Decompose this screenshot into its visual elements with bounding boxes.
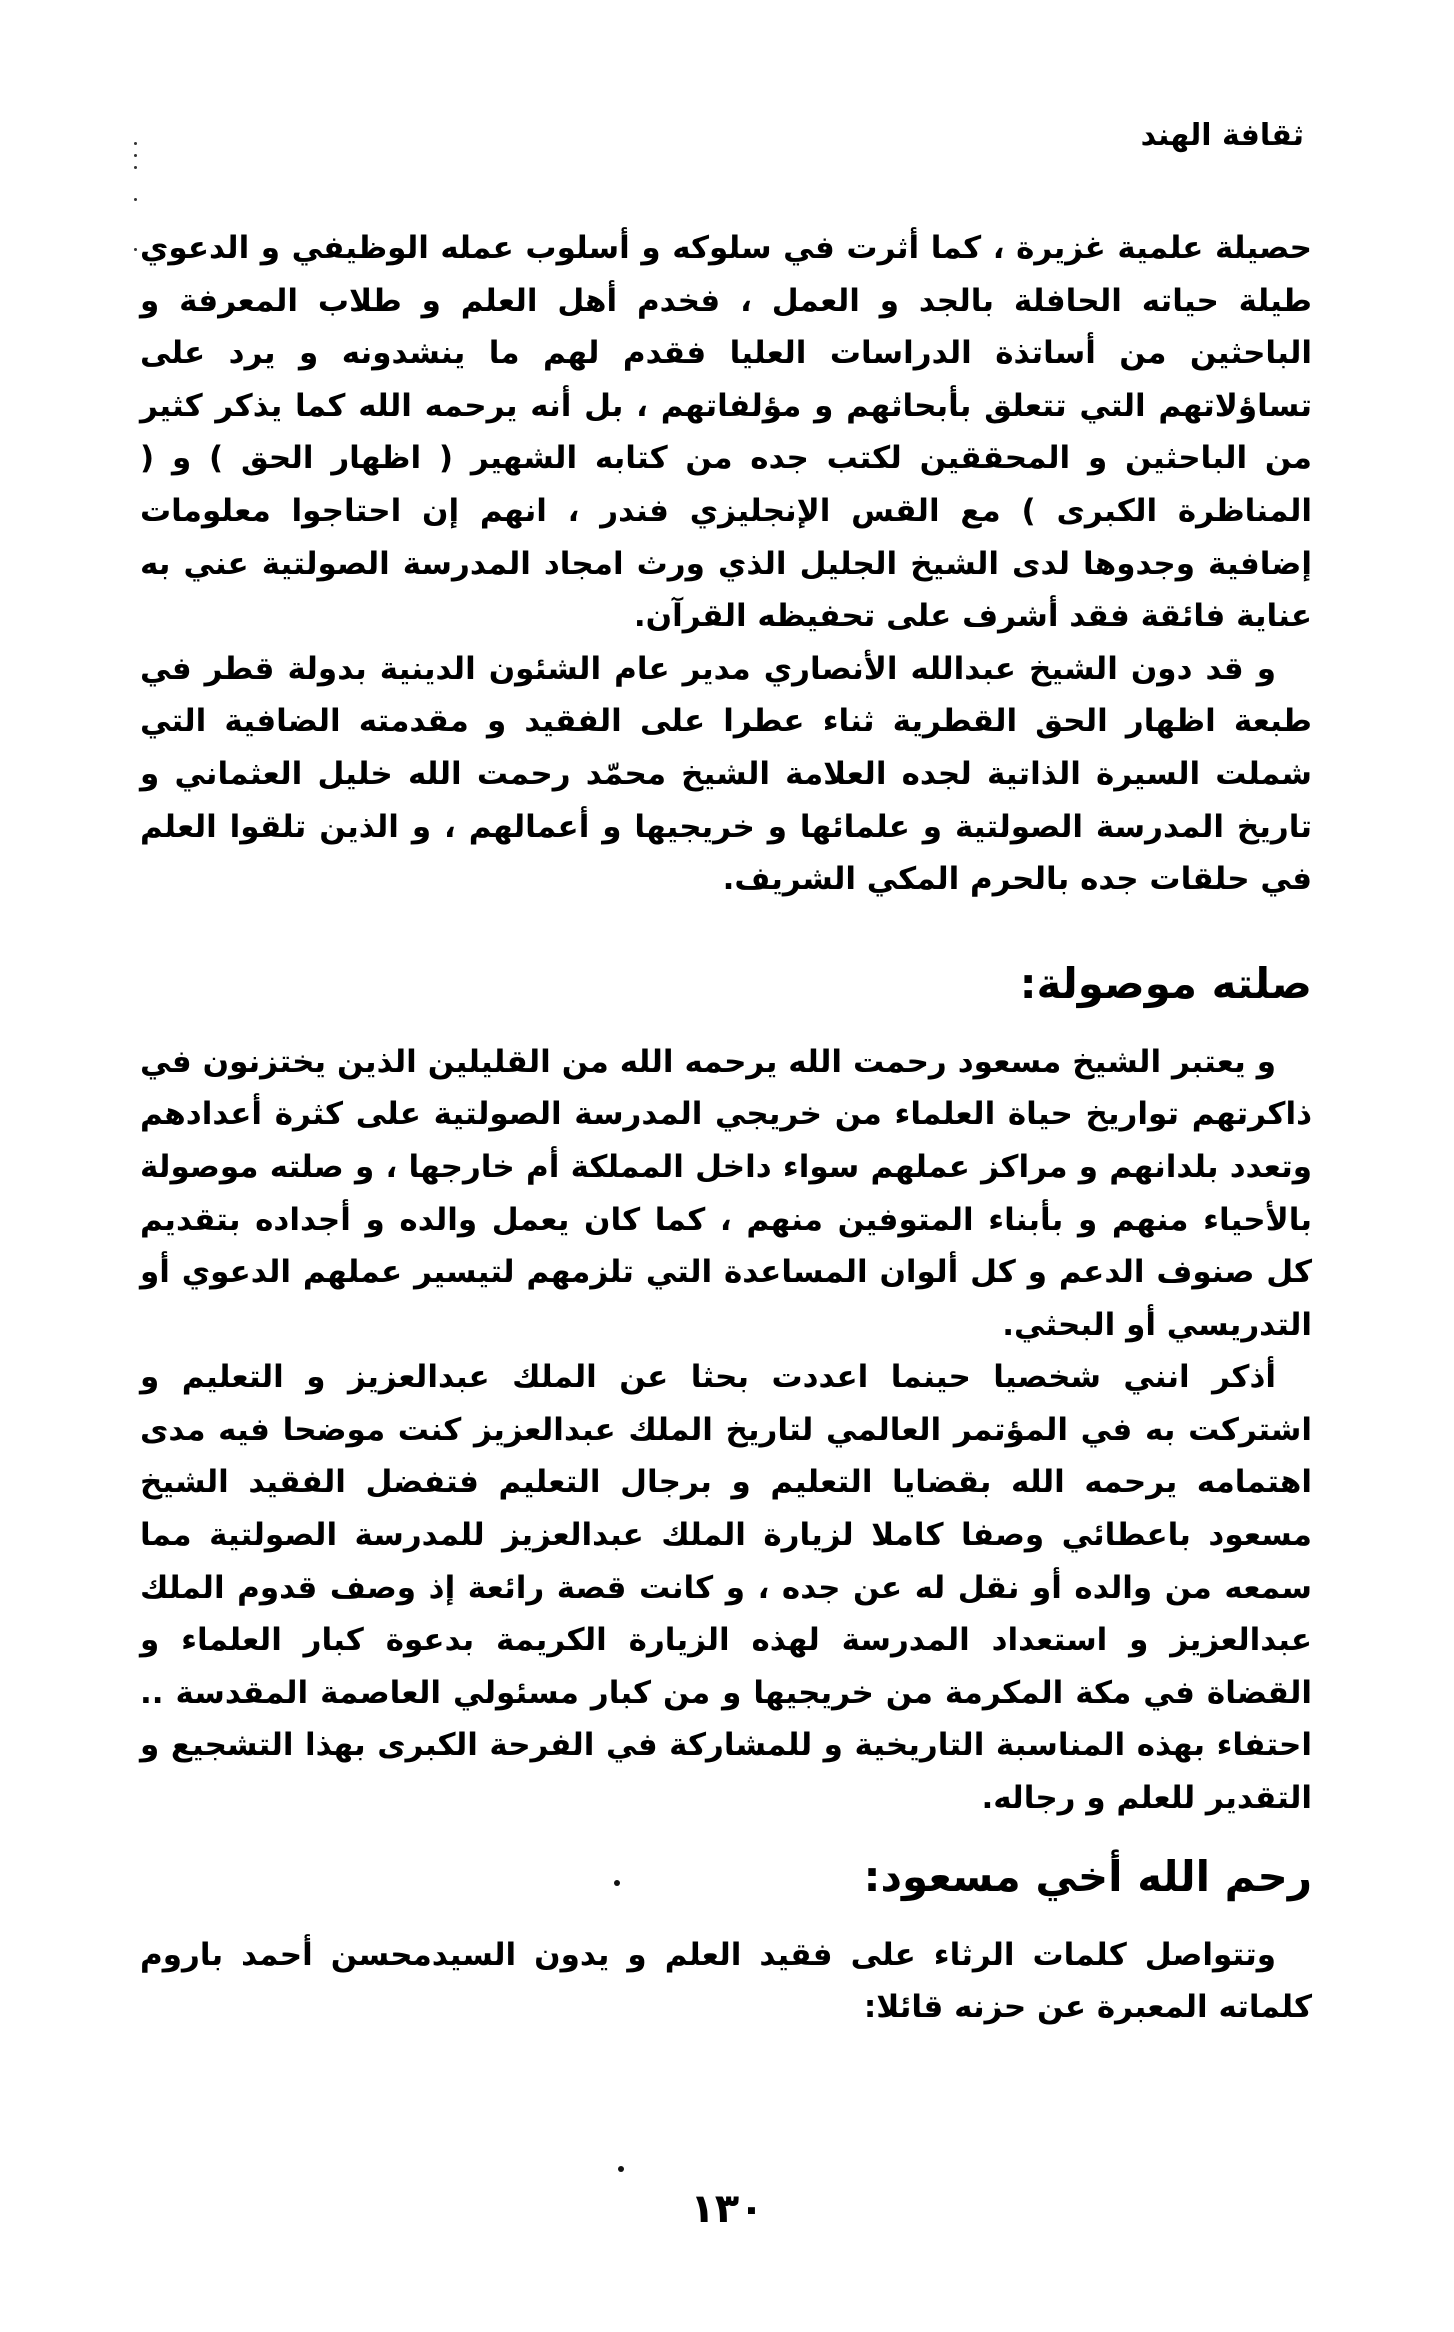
stray-dot — [614, 1880, 620, 1886]
page-number: ١٣٠ — [690, 2186, 764, 2232]
running-head: ثقافة الهند — [1140, 118, 1304, 153]
paragraph: حصيلة علمية غزيرة ، كما أثرت في سلوكه و أسلوب عمله الوظيفي و الدعوي طيلة حياته الحافلة بالجد و العمل ، فخدم أهل العلم و طلاب المعرفة و الباحثين من أساتذة الدراسات العليا فقدم لهم ما ينشدونه و يرد على تساؤلاتهم التي تتعلق بأبحاثهم و مؤلفاتهم ، بل أنه يرحمه الله كما يذكر كثير من الباحثين و المحققين لكتب جده من كتابه الشهير ( اظهار الحق ) و ( المناظرة الكبرى ) مع القس الإنجليزي فندر ، انهم إن احتاجوا معلومات إضافية وجدوها لدى الشيخ الجليل الذي ورث امجاد المدرسة الصولتية عني به عناية فائقة فقد أشرف على تحفيظه القرآن. — [140, 230, 1312, 635]
paragraph: و يعتبر الشيخ مسعود رحمت الله يرحمه الله من القليلين الذين يختزنون في ذاكرتهم تواريخ حياة العلماء من خريجي المدرسة الصولتية على كثرة أعدادهم وتعدد بلدانهم و مراكز عملهم سواء داخل المملكة أم خارجها ، و صلته موصولة بالأحياء منهم و بأبناء المتوفين منهم ، كما كان يعمل والده و أجداده بتقديم كل صنوف الدعم و كل ألوان المساعدة التي تلزمهم لتيسير عملهم الدعوي أو التدريسي أو البحثي. — [140, 1043, 1312, 1343]
section-elegy — [140, 1847, 1312, 2034]
stray-dot — [618, 2166, 624, 2172]
section-heading: صلته موصولة: — [1019, 958, 1312, 1008]
section-heading: رحم الله أخي مسعود: — [863, 1851, 1312, 1901]
paragraph: وتتواصل كلمات الرثاء على فقيد العلم و يدون السيدمحسن أحمد باروم كلماته المعبرة عن حزنه قائلا: — [140, 1936, 1312, 2026]
document-body — [140, 222, 1312, 2034]
section-connection — [140, 954, 1312, 1825]
section-intro — [140, 222, 1312, 906]
paragraph: أذكر انني شخصيا حينما اعددت بحثا عن الملك عبدالعزيز و التعليم و اشتركت به في المؤتمر العالمي لتاريخ الملك عبدالعزيز كنت موضحا فيه مدى اهتمامه يرحمه الله بقضايا التعليم و برجال التعليم فتفضل الفقيد الشيخ مسعود باعطائي وصفا كاملا لزيارة الملك عبدالعزيز للمدرسة الصولتية مما سمعه من والده أو نقل له عن جده ، و كانت قصة رائعة إذ وصف قدوم الملك عبدالعزيز و استعداد المدرسة لهذه الزيارة الكريمة بدعوة كبار العلماء و القضاة في مكة المكرمة من خريجيها و من كبار مسئولي العاصمة المقدسة .. احتفاء بهذه المناسبة التاريخية و للمشاركة في الفرحة الكبرى بهذا التشجيع و التقدير للعلم و رجاله. — [140, 1359, 1312, 1817]
paragraph: و قد دون الشيخ عبدالله الأنصاري مدير عام الشئون الدينية بدولة قطر في طبعة اظهار الحق القطرية ثناء عطرا على الفقيد و مقدمته الضافية التي شملت السيرة الذاتية لجده العلامة الشيخ محمّد رحمت الله خليل العثماني و تاريخ المدرسة الصولتية و علمائها و خريجيها و أعمالهم ، و الذين تلقوا العلم في حلقات جده بالحرم المكي الشريف. — [140, 650, 1312, 898]
